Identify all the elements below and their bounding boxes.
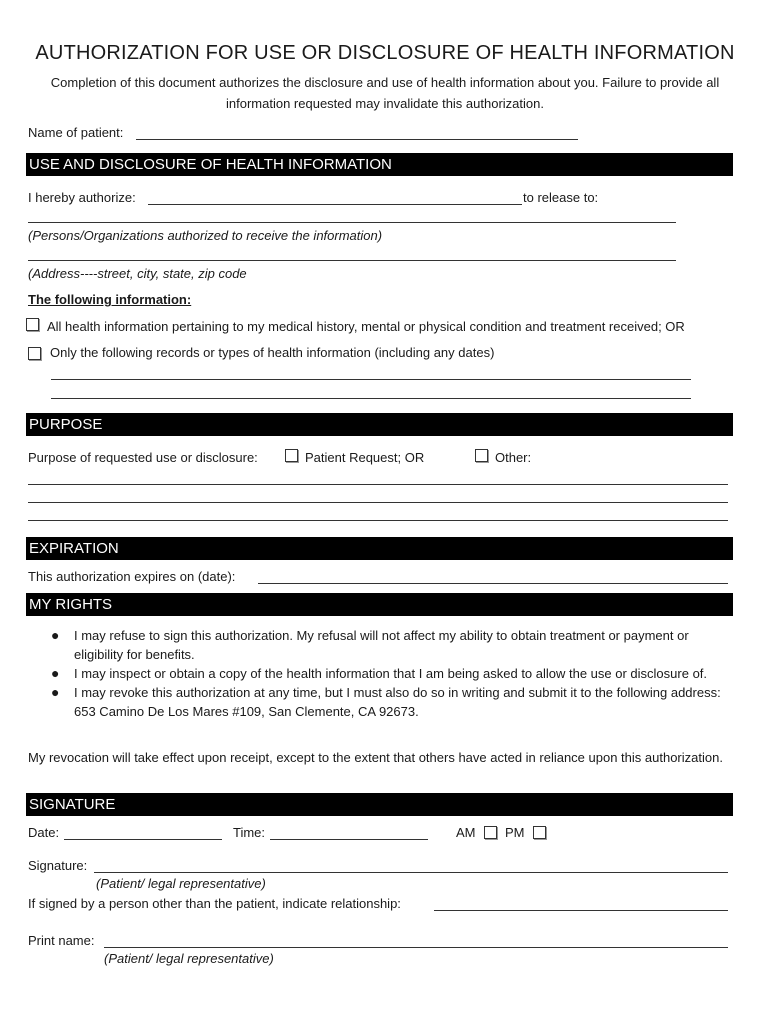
release-to-label: to release to:	[523, 190, 599, 205]
patient-request-label: Patient Request; OR	[305, 450, 425, 465]
signature-label: Signature:	[28, 858, 88, 873]
date-label: Date:	[28, 825, 60, 840]
date-field[interactable]	[64, 839, 222, 840]
patient-request-checkbox[interactable]	[285, 449, 298, 462]
bullet-icon: ●	[51, 665, 60, 681]
bullet-icon: ●	[51, 684, 60, 700]
address-hint: (Address----street, city, state, zip code	[28, 266, 247, 281]
bullet-icon: ●	[51, 627, 60, 643]
time-field[interactable]	[270, 839, 428, 840]
expiration-date-field[interactable]	[258, 583, 728, 584]
revocation-note: My revocation will take effect upon receipt, except to the extent that others have acted in reliance upon this authorization.	[28, 750, 723, 765]
rights-item: ● I may revoke this authorization at any time, but I must also do so in writing and submit it to the following address: 653 Camino De Los Mares #109, San Clemente, CA 92673.	[51, 684, 721, 719]
other-label: Other:	[495, 450, 532, 465]
relationship-label: If signed by a person other than the patient, indicate relationship:	[28, 896, 401, 911]
purpose-line-1[interactable]	[28, 484, 728, 485]
intro-text: Completion of this document authorizes the disclosure and use of health information about you. Failure to provide all information requested may invalidate this authorization.	[50, 75, 720, 111]
section-heading-my-rights: MY RIGHTS	[26, 593, 733, 616]
authorized-party-field[interactable]	[148, 204, 522, 205]
purpose-label: Purpose of requested use or disclosure:	[28, 450, 258, 465]
only-following-label: Only the following records or types of health information (including any dates)	[50, 345, 495, 360]
print-name-hint: (Patient/ legal representative)	[104, 951, 274, 966]
print-name-field[interactable]	[104, 947, 728, 948]
only-following-checkbox[interactable]	[28, 347, 41, 360]
print-name-label: Print name:	[28, 933, 95, 948]
am-label: AM	[456, 825, 476, 840]
relationship-field[interactable]	[434, 910, 728, 911]
section-heading-signature: SIGNATURE	[26, 793, 733, 816]
rights-item: ● I may inspect or obtain a copy of the health information that I am being asked to allow the use or disclosure of.	[51, 665, 708, 681]
recipient-field[interactable]	[28, 222, 676, 223]
persons-hint: (Persons/Organizations authorized to receive the information)	[28, 228, 383, 243]
pm-checkbox[interactable]	[533, 826, 546, 839]
all-info-label: All health information pertaining to my medical history, mental or physical condition and treatment received; OR	[47, 319, 685, 334]
address-field[interactable]	[28, 260, 676, 261]
signature-field[interactable]	[94, 872, 728, 873]
section-heading-expiration: EXPIRATION	[26, 537, 733, 560]
purpose-line-2[interactable]	[28, 502, 728, 503]
purpose-line-3[interactable]	[28, 520, 728, 521]
expires-label: This authorization expires on (date):	[28, 569, 236, 584]
am-checkbox[interactable]	[484, 826, 497, 839]
all-info-checkbox[interactable]	[26, 318, 39, 331]
time-label: Time:	[233, 825, 266, 840]
records-line-2[interactable]	[51, 398, 691, 399]
pm-label: PM	[505, 825, 525, 840]
records-line-1[interactable]	[51, 379, 691, 380]
rights-item: ● I may refuse to sign this authorization. My refusal will not affect my ability to obtain treatment or payment or eligibility for benefits.	[51, 627, 689, 662]
name-of-patient-field[interactable]	[136, 139, 578, 140]
section-heading-purpose: PURPOSE	[26, 413, 733, 436]
signature-hint: (Patient/ legal representative)	[96, 876, 266, 891]
form-title: AUTHORIZATION FOR USE OR DISCLOSURE OF HEALTH INFORMATION	[35, 42, 735, 64]
other-checkbox[interactable]	[475, 449, 488, 462]
following-info-label: The following information:	[28, 292, 192, 307]
name-of-patient-label: Name of patient:	[28, 125, 124, 140]
authorize-label: I hereby authorize:	[28, 190, 136, 205]
rights-list	[48, 626, 738, 721]
section-heading-use-disclosure: USE AND DISCLOSURE OF HEALTH INFORMATION	[26, 153, 733, 176]
